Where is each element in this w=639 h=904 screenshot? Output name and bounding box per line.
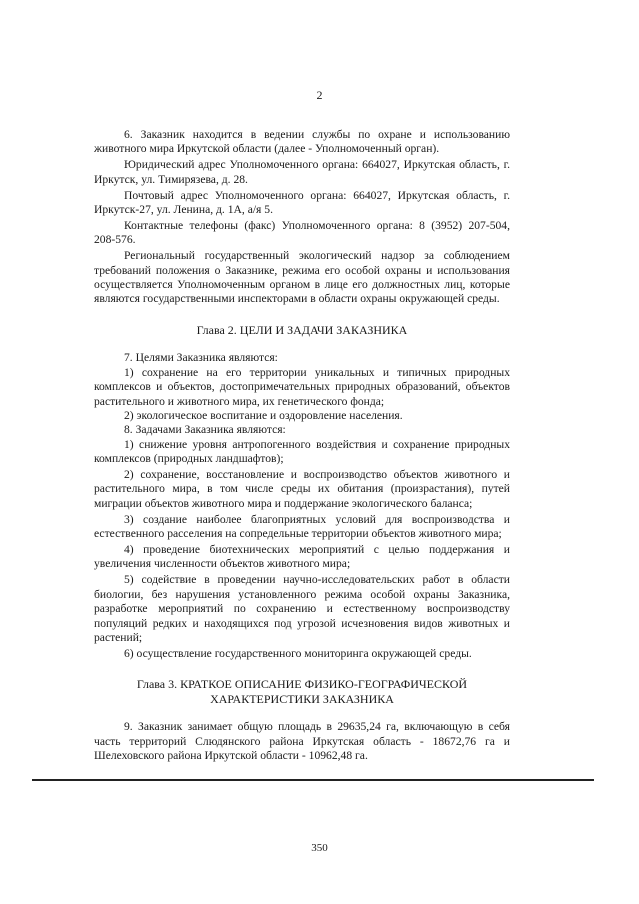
paragraph: 2) экологическое воспитание и оздоровление населения. [124,408,403,422]
paragraph: 6. Заказник находится в ведении службы по охране и использованию животного мира Иркутской области (далее - Уполномоченный орган). [94,128,510,156]
paragraph: Контактные телефоны (факс) Уполномоченного органа: 8 (3952) 207-504, 208-576. [94,218,510,247]
paragraph: 3) создание наиболее благоприятных условий для воспроизводства и естественного расселения на сопредельные территории объектов животного мира; [94,512,510,541]
paragraph: 8. Задачами Заказника являются: [124,423,286,437]
horizontal-divider [32,779,594,781]
chapter-2-title: Глава 2. ЦЕЛИ И ЗАДАЧИ ЗАКАЗНИКА [196,322,408,337]
chapter-3-heading [94,677,510,706]
paragraph: 6) осуществление государственного мониторинга окружающей среды. [124,646,472,660]
page-number-bottom: 350 [311,842,328,854]
paragraph: 1) сохранение на его территории уникальных и типичных природных комплексов и объектов, достопримечательных природных образований, объектов растительного и животного мира, их генетического фонда; [94,365,510,408]
paragraph: Почтовый адрес Уполномоченного органа: 664027, Иркутская область, г. Иркутск-27, ул. Ленина, д. 1А, а/я 5. [94,188,510,217]
chapter-3-title-line-1: Глава 3. КРАТКОЕ ОПИСАНИЕ ФИЗИКО-ГЕОГРАФИЧЕСКОЙ [136,677,468,692]
paragraph: 5) содействие в проведении научно-исследовательских работ в области биологии, без нарушения установленного режима особой охраны Заказника, разработке мероприятий по сохранению и естественному воспроизводству популяций редких и находящихся под угрозой исчезновения видов животных и растений; [94,573,510,644]
paragraph: 9. Заказник занимает общую площадь в 29635,24 га, включающую в себя часть территорий Слюдянского района Иркутская область - 18672,76 га и Шелеховского района Иркутской области - 10962,48 га. [94,720,510,762]
paragraph: 7. Целями Заказника являются: [124,351,278,365]
document-body [94,128,510,765]
paragraph: 2) сохранение, восстановление и воспроизводство объектов животного и растительного мира, в том числе среды их обитания (произрастания), путей миграции объектов животного мира и поддержание экологического баланса; [94,468,510,510]
page-number-top: 2 [316,88,323,102]
paragraph: 1) снижение уровня антропогенного воздействия и сохранение природных комплексов (природных ландшафтов); [94,437,510,466]
chapter-3-title-line-2: ХАРАКТЕРИСТИКИ ЗАКАЗНИКА [210,691,394,706]
paragraph: 4) проведение биотехнических мероприятий с целью поддержания и увеличения численности объектов животного мира; [94,543,510,571]
paragraph: Региональный государственный экологический надзор за соблюдением требований положения о Заказнике, режима его особой охраны и использования осуществляется Уполномоченным органом в лице его должностных лиц, которые являются государственными инспекторами в области охраны окружающей среды. [94,249,510,306]
paragraph: Юридический адрес Уполномоченного органа: 664027, Иркутская область, г. Иркутск, ул. Тимирязева, д. 28. [94,158,510,186]
chapter-2-heading [94,323,510,337]
